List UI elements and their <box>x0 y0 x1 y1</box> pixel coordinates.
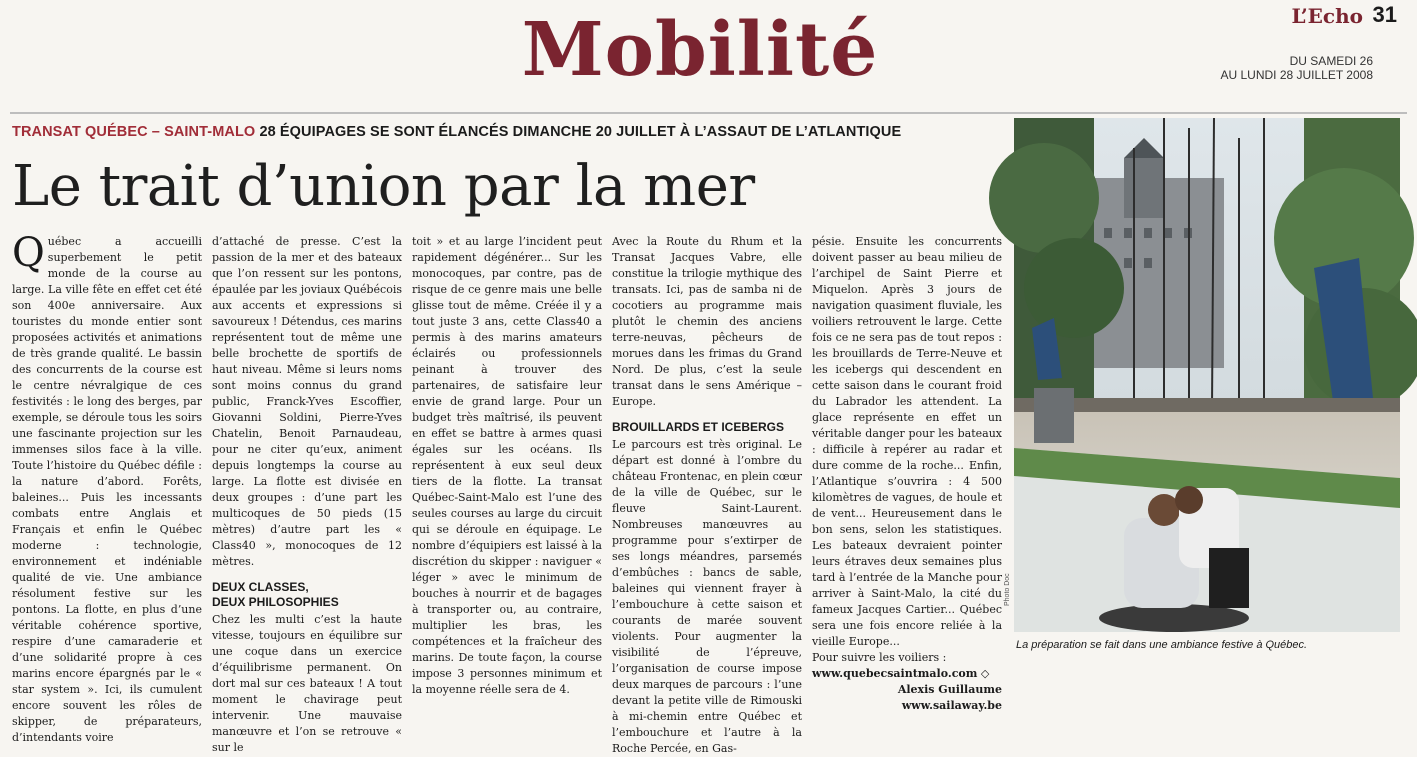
section-title: Mobilité <box>521 7 879 93</box>
newspaper-name: L’Echo <box>1291 4 1363 28</box>
date-line-1: DU SAMEDI 26 <box>1289 54 1373 68</box>
issue-date <box>1220 54 1373 82</box>
column-4-text-a: Avec la Route du Rhum et la Transat Jacques Vabre, elle constitue la trilogie mythique des transats. Ici, pas de samba ni de cocotiers au programme mais plutôt le chemin des anciens terre-neuvas, pêcheurs de morues dans les frimas du Grand Nord. De plus, c’est la seule transat dans le sens Amérique – Europe. <box>612 235 802 408</box>
column-2-text-a: d’attaché de presse. C’est la passion de la mer et des bateaux que l’on ressent sur les pontons, épaulée par les joviaux Québécois aux accents et expressions si savoureux ! Détendus, ces marins représentent tout de même une belle brochette de sportifs de haut niveau. Même si leurs noms sont moins connus du grand public, Franck-Yves Escoffier, Giovanni Soldini, Pierre-Yves Chatelin, Benoit Parnaudeau, pour ne citer qu’eux, animent depuis longtemps la course au large. La flotte est divisée en deux groupes : d’une part les multicoques de 50 pieds (15 mètres) d’autre part les « Class40 », monocoques de 12 mètres. <box>212 235 402 568</box>
article-headline: Le trait d’union par la mer <box>12 154 755 219</box>
article-column-2 <box>212 234 402 754</box>
photo-credit: Photo Doc <box>1004 573 1011 606</box>
article-column-1 <box>12 230 202 744</box>
article-kicker <box>12 124 1012 140</box>
column-5-text: pésie. Ensuite les concurrents doivent passer au beau milieu de l’archipel de Saint Pierre et Miquelon. Après 3 jours de navigation quasiment fluviale, les voiliers retrouvent le large. Cette fois ce ne sera pas de tout repos : les brouillards de Terre-Neuve et les icebergs qui descendent en cette saison dans le courant froid du Labrador les attendent. La glace représente en effet un véritable danger pour les bateaux : difficile à repérer au radar et dure comme de la roche... Enfin, l’Atlantique s’ouvrira : 4 500 kilomètres de vagues, de houle et de vent... Heureusement dans le bon sens, selon les statistiques. Les bateaux devraient pointer leurs étraves deux semaines plus tard à l’entrée de la Manche pour arriver à Saint-Malo, la cité du fameux Jacques Cartier... Québec sera une fois encore reliée à la vieille Europe... <box>812 235 1002 648</box>
author-site[interactable]: www.sailaway.be <box>901 699 1002 712</box>
author-name: Alexis Guillaume <box>897 683 1002 696</box>
marina-photo <box>1014 118 1400 632</box>
column-2-text-b: Chez les multi c’est la haute vitesse, toujours en équilibre sur une coque dans un exercice d’équilibrisme permanent. On dort mal sur ces bateaux ! A tout moment le chavirage peut intervenir. Une mauvaise manœuvre et l’on se retrouve « sur le <box>212 613 402 754</box>
page-number: 31 <box>1372 2 1397 27</box>
paragraph <box>12 230 202 746</box>
article-photo <box>1014 118 1400 632</box>
subheading-deux-classes <box>212 580 402 610</box>
subheading-brouillards: BROUILLARDS ET ICEBERGS <box>612 420 785 434</box>
subheading-line-1: DEUX CLASSES, <box>212 580 309 594</box>
column-4-text-b: Le parcours est très original. Le départ est donné à l’ombre du château Frontenac, en plein cœur de la ville de Québec, sur le fleuve Saint-Laurent. Nombreuses manœuvres au programme pour s’extirper de ses longs méandres, parsemés d’embûches : bancs de sable, baleines qui viennent frayer à l’embouchure à cette saison et courants de marée souvent violents. Pour augmenter la visibilité de l’épreuve, l’organisation de course impose deux marques de parcours : l’une devant la petite ville de Rimouski à mi-chemin entre Québec et l’embouchure et l’autre à la Roche Percée, en Gas- <box>612 438 802 755</box>
article-column-4 <box>612 234 802 755</box>
article-column-3 <box>412 234 602 696</box>
masthead <box>0 0 1417 118</box>
follow-text: Pour suivre les voiliers : <box>812 651 947 664</box>
date-line-2: AU LUNDI 28 JUILLET 2008 <box>1220 68 1373 82</box>
kicker-text: 28 ÉQUIPAGES SE SONT ÉLANCÉS DIMANCHE 20 JUILLET À L’ASSAUT DE L’ATLANTIQUE <box>259 124 902 140</box>
follow-url[interactable]: www.quebecsaintmalo.com <box>812 667 978 680</box>
kicker-label: TRANSAT QUÉBEC – SAINT-MALO <box>12 124 256 140</box>
photo-caption: La préparation se fait dans une ambiance festive à Québec. <box>1016 639 1308 651</box>
article-body <box>12 230 1008 755</box>
drop-cap: Q <box>12 230 45 276</box>
header-rule <box>10 112 1407 114</box>
article-column-5 <box>812 234 1002 712</box>
column-1-text: uébec a accueilli superbement le petit monde de la course au large. La ville fête en effet cet été son 400e anniversaire. Aux touristes du monde entier sont proposées activités et animations de très grande qualité. Le bassin des concurrents de la course est le centre névralgique de ces festivités : le long des berges, par exemple, se déroule tous les soirs une fascinante projection sur les immenses silos face à la ville. Toute l’histoire du Québec défile : la nature d’abord. Forêts, baleines... Puis les incessants combats entre Anglais et Français et enfin le Québec moderne : technologie, environnement et indéniable qualité de vie. Une ambiance résolument festive sur les pontons. La flotte, en plus d’une véritable cohérence sportive, respire d’une camaraderie et d’une solidarité propre à ces marins encore épargnés par le « star system ». Ici, ils cumulent encore souvent les rôles de skipper, de préparateurs, d’intendants voire <box>12 235 202 744</box>
column-3-text: toit » et au large l’incident peut rapidement dégénérer... Sur les monocoques, par contre, pas de risque de ce genre mais une belle glisse tout de même. Créée il y a tout juste 3 ans, cette Class40 a permis à des marins amateurs éclairés ou professionnels peinant à trouver des partenaires, de satisfaire leur envie de grand large. Pour un budget très maîtrisé, ils peuvent en effet se battre à armes quasi égales sur les océans. Ils représentent à eux seul deux tiers de la flotte. La transat Québec-Saint-Malo est l’une des seules courses au large du circuit qui se déroule en équipage. Le nombre d’équipiers est laissé à la discrétion du skipper : naviguer « léger » avec le minimum de bouches à nourrir et de bagages à transporter ou, au contraire, multiplier les bras, les compétences et la fraîcheur des marins. De toute façon, la course impose 3 personnes minimum et la moyenne réelle sera de 4. <box>412 235 602 696</box>
end-mark-icon: ◇ <box>980 667 990 680</box>
follow-url-line <box>812 666 1002 682</box>
subheading-line-2: DEUX PHILOSOPHIES <box>212 595 339 609</box>
